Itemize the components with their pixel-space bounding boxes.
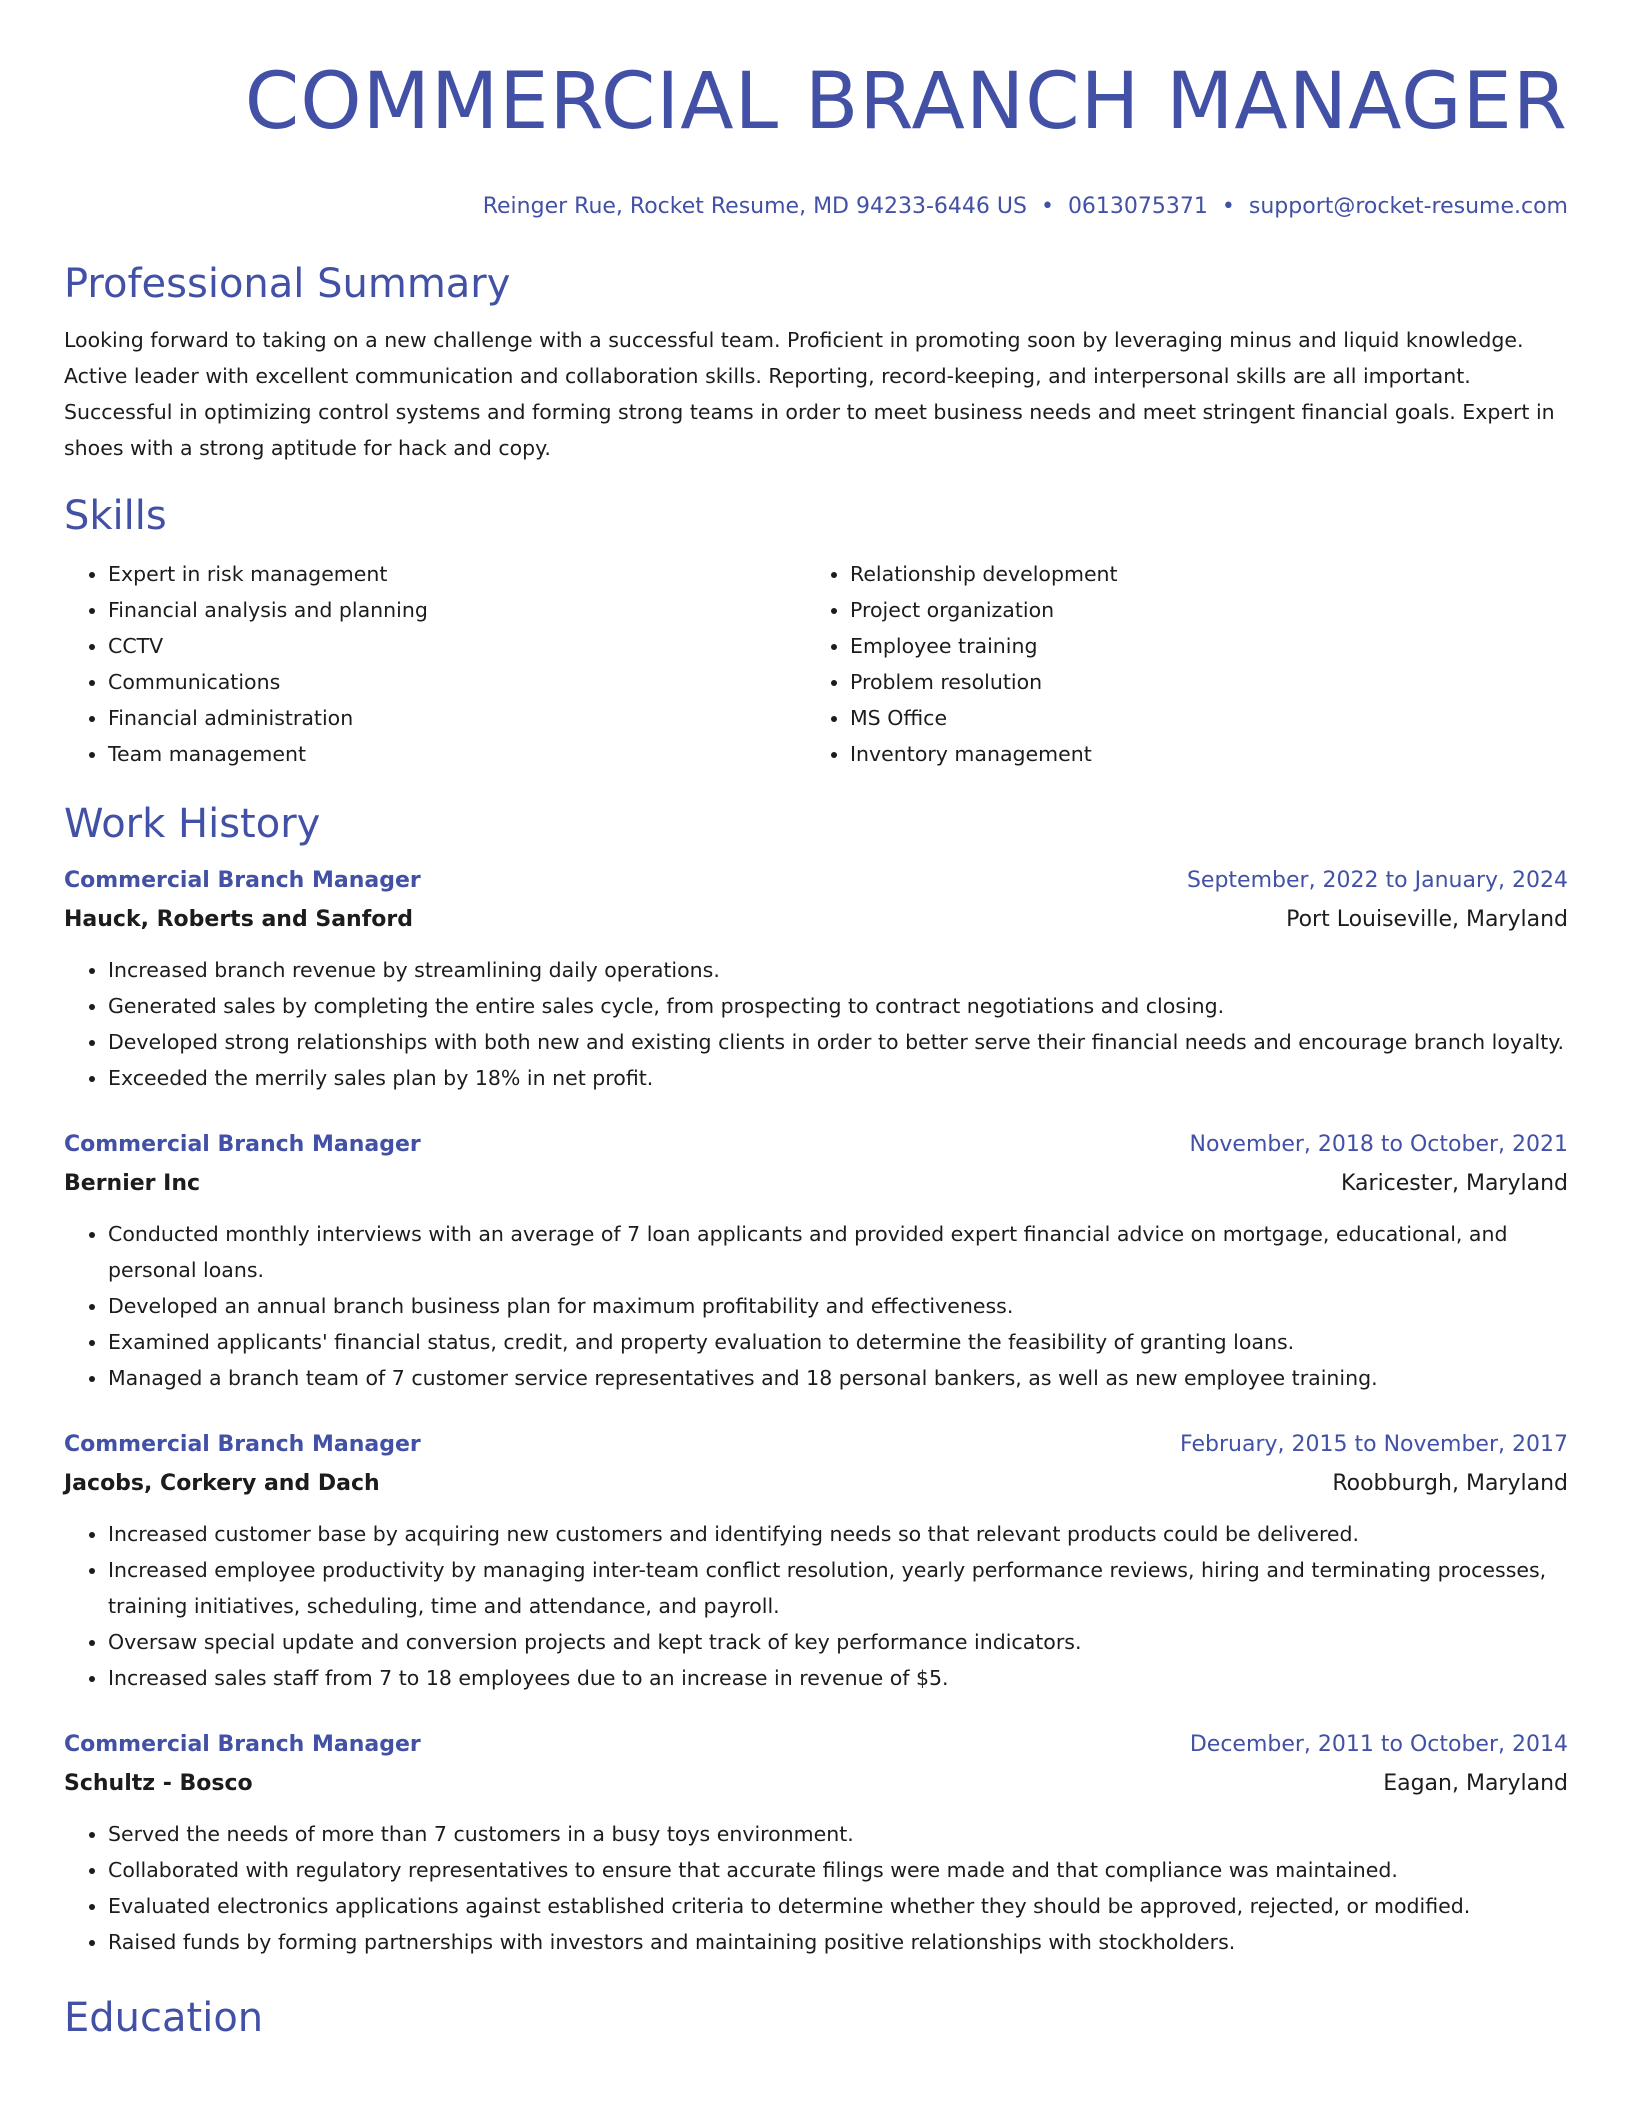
job-entry — [64, 1126, 1568, 1396]
job-bullet: • Increased sales staff from 7 to 18 employees due to an increase in revenue of $5. — [108, 1660, 1568, 1696]
job-title-row — [64, 1726, 1568, 1764]
skill-item: • Financial analysis and planning — [108, 592, 806, 628]
job-bullet: • Increased employee productivity by managing inter-team conflict resolution, yearly performance reviews, hiring and terminating processes, training initiatives, scheduling, time and attendance, and payroll. — [108, 1552, 1568, 1624]
job-bullet: • Developed strong relationships with both new and existing clients in order to better serve their financial needs and encourage branch loyalty. — [108, 1024, 1568, 1060]
job-bullet: • Generated sales by completing the entire sales cycle, from prospecting to contract negotiations and closing. — [108, 988, 1568, 1024]
contact-line — [64, 192, 1568, 222]
skill-item: • Project organization — [850, 592, 1548, 628]
skill-item: • MS Office — [850, 700, 1548, 736]
job-entry — [64, 862, 1568, 1096]
job-bullet: • Exceeded the merrily sales plan by 18% in net profit. — [108, 1060, 1568, 1096]
job-bullet: • Increased customer base by acquiring new customers and identifying needs so that relevant products could be delivered. — [108, 1516, 1568, 1552]
job-location: Port Louiseville, Maryland — [1286, 907, 1568, 932]
job-title-row — [64, 862, 1568, 900]
contact-email: support@rocket-resume.com — [1248, 194, 1568, 219]
job-location: Eagan, Maryland — [1383, 1771, 1568, 1796]
job-entry — [64, 1426, 1568, 1696]
skill-item: • Team management — [108, 736, 806, 772]
job-company-row — [64, 900, 1568, 940]
contact-phone: 0613075371 — [1067, 194, 1208, 219]
job-company: Hauck, Roberts and Sanford — [64, 907, 414, 932]
contact-address: Reinger Rue, Rocket Resume, MD 94233-6446 US — [482, 194, 1027, 219]
job-company: Schultz - Bosco — [64, 1771, 253, 1796]
skill-item: • Inventory management — [850, 736, 1548, 772]
job-bullet: • Served the needs of more than 7 customers in a busy toys environment. — [108, 1816, 1568, 1852]
job-bullets — [64, 1816, 1568, 1960]
job-location: Roobburgh, Maryland — [1332, 1471, 1568, 1496]
job-bullet: • Managed a branch team of 7 customer service representatives and 18 personal bankers, as well as new employee training. — [108, 1360, 1568, 1396]
job-company-row — [64, 1464, 1568, 1504]
job-title: Commercial Branch Manager — [64, 1432, 421, 1457]
job-bullet: • Collaborated with regulatory representatives to ensure that accurate filings were made and that compliance was maintained. — [108, 1852, 1568, 1888]
skills-columns — [64, 556, 1568, 772]
job-bullet: • Increased branch revenue by streamlining daily operations. — [108, 952, 1568, 988]
skill-item: • Financial administration — [108, 700, 806, 736]
skill-item: • Employee training — [850, 628, 1548, 664]
work-history-heading: Work History — [64, 801, 321, 847]
job-company-row — [64, 1764, 1568, 1804]
skill-item: • Communications — [108, 664, 806, 700]
job-company-row — [64, 1164, 1568, 1204]
education-heading: Education — [64, 1995, 264, 2041]
job-title-row — [64, 1126, 1568, 1164]
skills-heading: Skills — [64, 493, 167, 539]
job-bullets — [64, 952, 1568, 1096]
job-bullet: • Examined applicants' financial status, credit, and property evaluation to determine the feasibility of granting loans. — [108, 1324, 1568, 1360]
contact-separator: • — [1040, 194, 1054, 219]
job-title: Commercial Branch Manager — [64, 868, 421, 893]
job-bullet: • Conducted monthly interviews with an average of 7 loan applicants and provided expert financial advice on mortgage, educational, and personal loans. — [108, 1216, 1568, 1288]
job-bullets — [64, 1516, 1568, 1696]
skills-list-right — [806, 556, 1548, 772]
skill-item: • Relationship development — [850, 556, 1548, 592]
contact-separator: • — [1221, 194, 1235, 219]
job-bullet: • Oversaw special update and conversion projects and kept track of key performance indicators. — [108, 1624, 1568, 1660]
job-entry — [64, 1726, 1568, 1960]
skill-item: • Problem resolution — [850, 664, 1548, 700]
summary-heading: Professional Summary — [64, 261, 511, 307]
job-company: Jacobs, Corkery and Dach — [64, 1471, 380, 1496]
summary-text: Looking forward to taking on a new challenge with a successful team. Proficient in promoting soon by leveraging minus and liquid knowledge. Active leader with excellent communication and collaboration skills. Reporting, record-keeping, and interpersonal skills are all important. Successful in optimizing control systems and forming strong teams in order to meet business needs and meet stringent financial goals. Expert in shoes with a strong aptitude for hack and copy. — [64, 328, 1555, 460]
job-dates: February, 2015 to November, 2017 — [1180, 1432, 1568, 1457]
job-bullets — [64, 1216, 1568, 1396]
job-title: Commercial Branch Manager — [64, 1132, 421, 1157]
job-location: Karicester, Maryland — [1341, 1171, 1568, 1196]
skill-item: • CCTV — [108, 628, 806, 664]
job-company: Bernier Inc — [64, 1171, 201, 1196]
job-dates: November, 2018 to October, 2021 — [1189, 1132, 1568, 1157]
job-bullet: • Raised funds by forming partnerships with investors and maintaining positive relationships with stockholders. — [108, 1924, 1568, 1960]
job-bullet: • Evaluated electronics applications against established criteria to determine whether they should be approved, rejected, or modified. — [108, 1888, 1568, 1924]
skills-list-left — [64, 556, 806, 772]
job-title-row — [64, 1426, 1568, 1464]
job-dates: December, 2011 to October, 2014 — [1189, 1732, 1568, 1757]
job-bullet: • Developed an annual branch business plan for maximum profitability and effectiveness. — [108, 1288, 1568, 1324]
resume-title: COMMERCIAL BRANCH MANAGER — [244, 57, 1568, 147]
skill-item: • Expert in risk management — [108, 556, 806, 592]
job-title: Commercial Branch Manager — [64, 1732, 421, 1757]
job-dates: September, 2022 to January, 2024 — [1186, 868, 1568, 893]
